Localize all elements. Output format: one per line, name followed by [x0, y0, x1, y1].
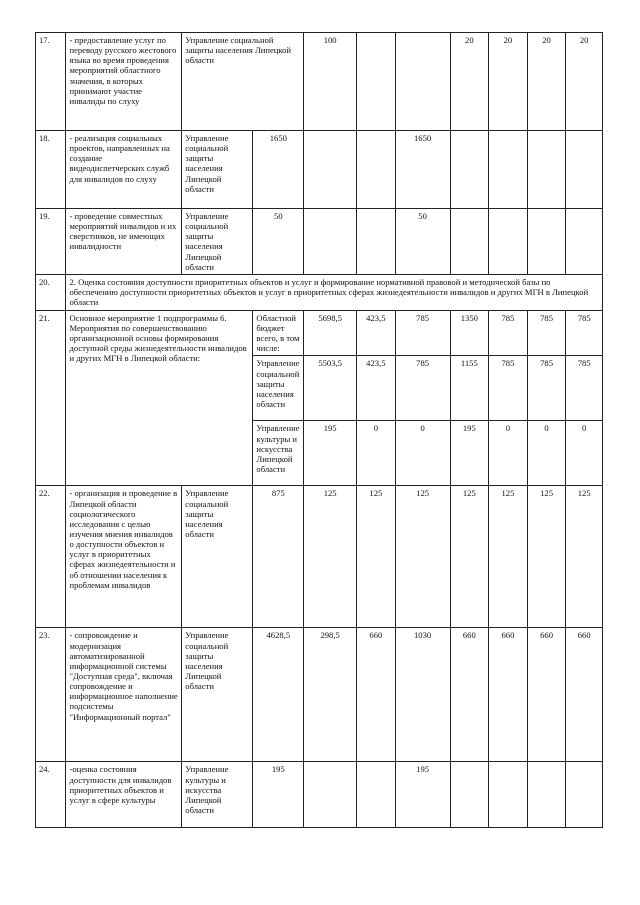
value-cell — [357, 33, 396, 131]
executor: Управление социальной защиты населения Липецкой области — [182, 209, 253, 275]
value-cell: 298,5 — [304, 628, 357, 762]
value-cell: 785 — [527, 356, 566, 421]
value-cell — [304, 762, 357, 828]
value-cell: 1030 — [395, 628, 450, 762]
table-row — [36, 762, 603, 828]
value-cell: 195 — [395, 762, 450, 828]
value-cell: 1350 — [450, 310, 489, 356]
value-cell — [566, 209, 603, 275]
value-cell: 785 — [527, 310, 566, 356]
value-total: 5698,5 — [304, 310, 357, 356]
executor: Управление культуры и искусства Липецкой области — [253, 421, 304, 486]
value-cell: 125 — [566, 486, 603, 628]
value-cell: 1650 — [395, 131, 450, 209]
value-cell: 125 — [527, 486, 566, 628]
value-cell: 785 — [489, 356, 528, 421]
table-row — [36, 310, 603, 356]
value-cell: 785 — [395, 310, 450, 356]
value-cell: 423,5 — [357, 310, 396, 356]
value-cell: 0 — [357, 421, 396, 486]
program-table — [35, 32, 603, 828]
value-cell — [304, 131, 357, 209]
measure-description: - реализация социальных проектов, направленных на создание видеодиспетчерских служб для инвалидов по слуху — [66, 131, 182, 209]
value-cell — [489, 131, 528, 209]
value-total: 100 — [304, 33, 357, 131]
value-cell: 1155 — [450, 356, 489, 421]
value-cell: 785 — [566, 356, 603, 421]
value-cell: 0 — [489, 421, 528, 486]
value-cell: 0 — [566, 421, 603, 486]
value-total: 875 — [253, 486, 304, 628]
row-number: 22. — [36, 486, 66, 628]
table-row — [36, 209, 603, 275]
table-row — [36, 628, 603, 762]
value-cell: 660 — [566, 628, 603, 762]
value-cell: 20 — [489, 33, 528, 131]
value-cell — [566, 131, 603, 209]
value-cell — [304, 209, 357, 275]
measure-description: - проведение совместных мероприятий инвалидов и их сверстников, не имеющих инвалидности — [66, 209, 182, 275]
section-heading: 2. Оценка состояния доступности приоритетных объектов и услуг и формирование нормативной правовой и методической базы по обеспечению доступности приоритетных объектов и услуг в приоритетных сферах жизнедеятельности инвалидов и других МГН в Липецкой области — [66, 274, 603, 310]
row-number: 19. — [36, 209, 66, 275]
executor: Управление социальной защиты населения области — [253, 356, 304, 421]
measure-description: - предоставление услуг по переводу русского жестового языка во время проведения мероприятий областного значения, в которых принимают участие инвалиды по слуху — [66, 33, 182, 131]
value-total: 5503,5 — [304, 356, 357, 421]
value-cell — [450, 762, 489, 828]
value-cell: 125 — [304, 486, 357, 628]
section-row — [36, 274, 603, 310]
measure-description: -оценка состояния доступности для инвалидов приоритетных объектов и услуг в сфере культуры — [66, 762, 182, 828]
measure-description: - организация и проведение в Липецкой области социологического исследования с целью изучения мнения инвалидов о доступности объектов и услуг в приоритетных сферах жизнедеятельности и об отношении населения к проблемам инвалидов — [66, 486, 182, 628]
measure-description: - сопровождение и модернизация автоматизированной информационной системы "Доступная среда", включая сопровождение и информационное наполнение подсистемы "Информационный портал" — [66, 628, 182, 762]
measure-description: Основное мероприятие 1 подпрограммы 6. Мероприятия по совершенствованию организационной основы формирования доступной среды жизнедеятельности инвалидов и других МГН в Липецкой области: — [66, 310, 253, 486]
value-total: 4628,5 — [253, 628, 304, 762]
value-cell: 660 — [357, 628, 396, 762]
value-cell: 785 — [489, 310, 528, 356]
value-cell — [566, 762, 603, 828]
executor: Управление социальной защиты населения области — [182, 486, 253, 628]
value-cell: 50 — [395, 209, 450, 275]
value-total: 195 — [253, 762, 304, 828]
row-number: 24. — [36, 762, 66, 828]
row-number: 20. — [36, 274, 66, 310]
value-cell: 660 — [527, 628, 566, 762]
row-number: 18. — [36, 131, 66, 209]
executor: Управление социальной защиты населения Липецкой области — [182, 628, 253, 762]
row-number: 23. — [36, 628, 66, 762]
executor: Управление социальной защиты населения Липецкой области — [182, 33, 304, 131]
row-number: 17. — [36, 33, 66, 131]
value-cell — [527, 762, 566, 828]
value-cell: 20 — [527, 33, 566, 131]
value-cell — [450, 209, 489, 275]
value-cell: 0 — [527, 421, 566, 486]
executor: Управление социальной защиты населения Липецкой области — [182, 131, 253, 209]
row-number: 21. — [36, 310, 66, 486]
value-cell: 125 — [450, 486, 489, 628]
table-row — [36, 33, 603, 131]
value-cell — [527, 209, 566, 275]
value-total: 195 — [304, 421, 357, 486]
value-cell — [489, 762, 528, 828]
value-cell: 20 — [566, 33, 603, 131]
value-cell: 660 — [450, 628, 489, 762]
value-cell — [357, 209, 396, 275]
value-cell: 125 — [395, 486, 450, 628]
value-cell: 125 — [357, 486, 396, 628]
value-cell — [357, 762, 396, 828]
value-cell: 0 — [395, 421, 450, 486]
executor: Управление культуры и искусства Липецкой области — [182, 762, 253, 828]
value-cell: 785 — [395, 356, 450, 421]
table-row — [36, 131, 603, 209]
value-cell: 20 — [450, 33, 489, 131]
value-cell: 195 — [450, 421, 489, 486]
value-total: 50 — [253, 209, 304, 275]
value-cell — [450, 131, 489, 209]
executor: Областной бюджет всего, в том числе: — [253, 310, 304, 356]
value-cell — [395, 33, 450, 131]
table-row — [36, 486, 603, 628]
value-cell — [357, 131, 396, 209]
value-cell: 423,5 — [357, 356, 396, 421]
value-cell — [489, 209, 528, 275]
value-cell: 125 — [489, 486, 528, 628]
value-cell: 785 — [566, 310, 603, 356]
value-cell — [527, 131, 566, 209]
value-total: 1650 — [253, 131, 304, 209]
value-cell: 660 — [489, 628, 528, 762]
